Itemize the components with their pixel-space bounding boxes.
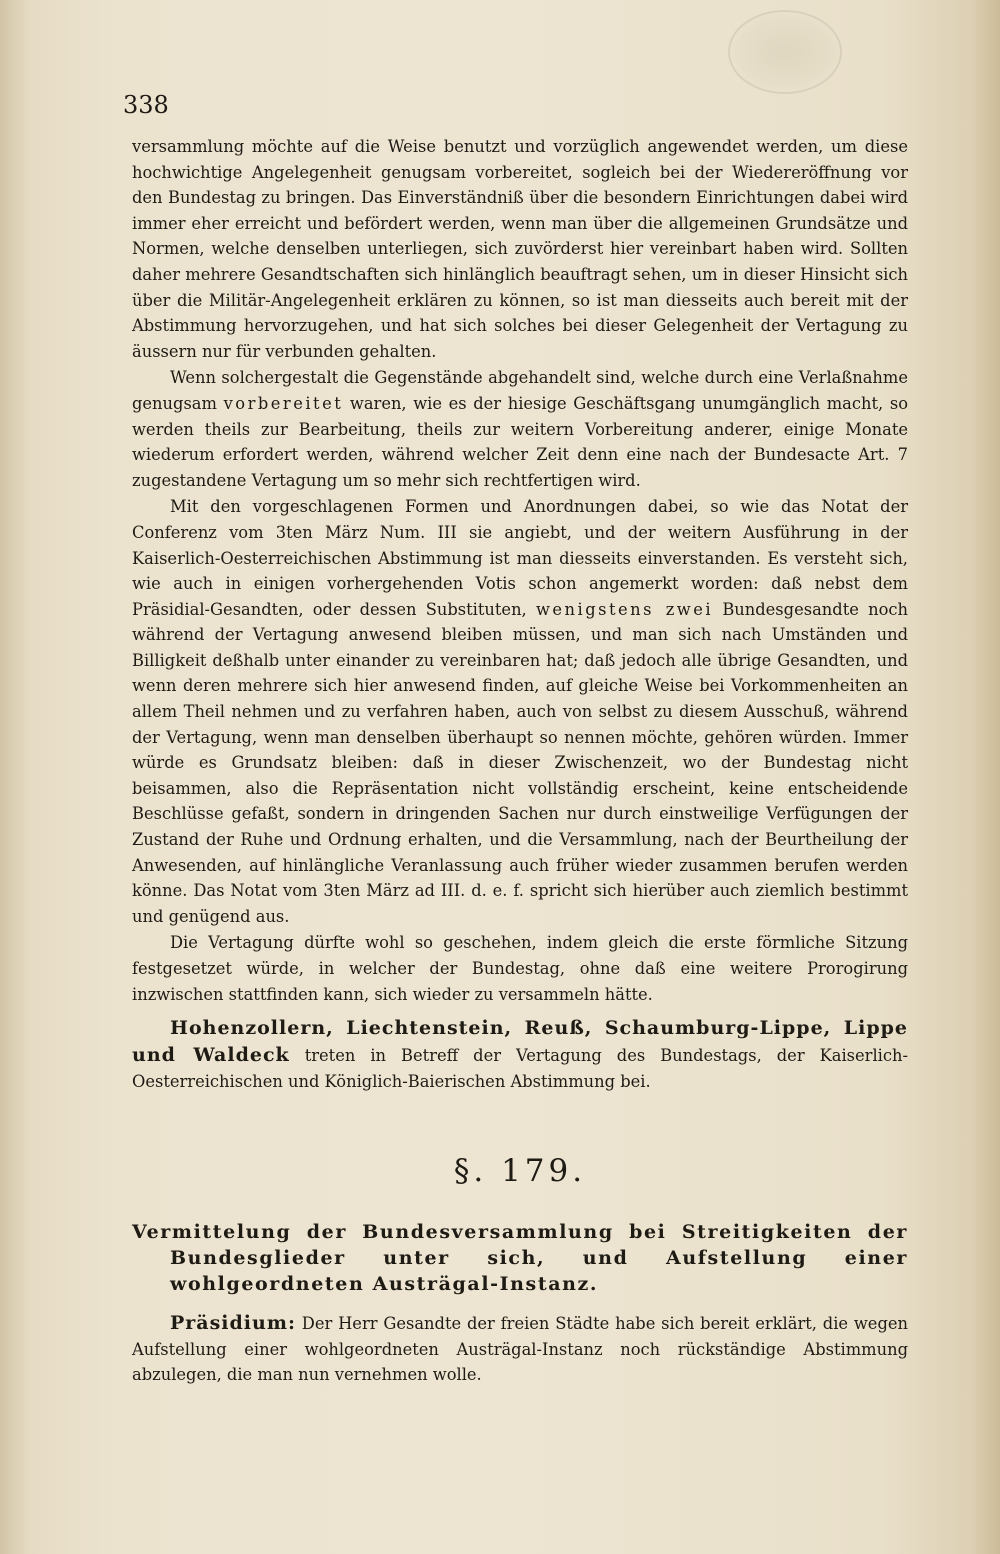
paragraph-continuation <box>132 134 908 364</box>
paragraph-text: Mit den vorgeschlagenen Formen und Anordnungen dabei, so wie das Notat der Conferenz vom 3ten März Num. III sie angiebt, und der weitern Ausführung in der Kaiserlich-Oesterreichischen Abstimmung ist man diesseits einverstanden. Es versteht sich, wie auch in einigen vorhergehenden Votis schon angemerkt worden: daß nebst dem Präsidial-Gesandten, oder dessen Substituten, <box>132 497 908 619</box>
page-number: 338 <box>123 91 169 119</box>
page-body <box>132 134 908 1389</box>
section-title: Vermittelung der Bundesversammlung bei Streitigkeiten der Bundesglieder unter sich, und Aufstellung einer wohlgeordneten Austrägal-Instanz. <box>132 1221 908 1296</box>
paragraph-vertagung-procedure <box>132 930 908 1007</box>
paragraph-forms-and-arrangements <box>132 494 908 929</box>
library-stamp <box>728 10 842 94</box>
section-number: §. 179. <box>453 1153 587 1190</box>
paragraph-text: Die Vertagung dürfte wohl so geschehen, indem gleich die erste förmliche Sitzung festgesetzet würde, in welcher der Bundestag, ohne daß eine weitere Prorogirung inzwischen stattfinden kann, sich wieder zu versammeln hätte. <box>132 933 908 1004</box>
states-list: Hohenzollern, Liechtenstein, Reuß, Schaumburg-Lippe, Lippe und Waldeck <box>132 1017 908 1067</box>
paragraph-states-agreement <box>132 1015 908 1095</box>
paragraph-text: Bundesgesandte noch während der Vertagung anwesend bleiben müssen, und man sich nach Umständen und Billigkeit deßhalb unter einander zu vereinbaren hat; daß jedoch alle übrige Gesandten, und wenn deren mehrere sich hier anwesend finden, auf gleiche Weise bei Vorkommenheiten an allem Theil nehmen und zu verfahren haben, auch von selbst zu diesem Ausschuß, während der Vertagung, wenn man denselben überhaupt so nennen möchte, gehören würden. Immer würde es Grundsatz bleiben: daß in dieser Zwischenzeit, wo der Bundestag nicht beisammen, also die Repräsentation nicht vollständig erscheint, keine entscheidende Beschlüsse gefaßt, sondern in dringenden Sachen nur durch einstweilige Verfügungen der Zustand der Ruhe und Ordnung erhalten, und die Versammlung, nach der Beurtheilung der Anwesenden, auf hinlängliche Veranlassung auch früher wieder zusammen berufen werden könne. Das Notat vom 3ten März ad III. d. e. f. spricht sich hierüber auch ziemlich bestimmt und genügend aus. <box>132 599 908 926</box>
paragraph-text: waren, wie es der hiesige Geschäftsgang unumgänglich macht, so werden theils zur Bearbeitung, theils zur weitern Vorbereitung anderer, einige Monate wiederum erfordert werden, während welcher Zeit denn eine nach der Bundesacte Art. 7 zugestandene Vertagung um so mehr sich rechtfertigen wird. <box>132 393 908 490</box>
paragraph-text: Wenn solchergestalt die Gegenstände abgehandelt sind, welche durch eine Verlaßnahme genugsam <box>132 368 908 413</box>
emphasized-phrase: wenigstens zwei <box>535 599 714 619</box>
paragraph-text: versammlung möchte auf die Weise benutzt und vorzüglich angewendet werden, um diese hochwichtige Angelegenheit genugsam vorbereitet, sogleich bei der Wiedereröffnung vor den Bundestag zu bringen. Das Einverständniß über die besondern Einrichtungen dabei wird immer eher erreicht und befördert werden, wenn man über die allgemeinen Grundsätze und Normen, welche denselben unterliegen, sich zuvörderst hier vereinbart haben wird. Sollten daher mehrere Gesandtschaften sich hinlänglich beauftragt sehen, um in dieser Hinsicht sich über die Militär-Angelegenheit erklären zu können, so ist man diesseits auch bereit mit der Abstimmung hervorzugehen, und hat sich solches bei dieser Gelegenheit der Vertagung zu äussern nur für verbunden gehalten. <box>132 137 908 361</box>
emphasized-word: vorbereitet <box>223 393 344 413</box>
paragraph-praesidium <box>132 1311 908 1388</box>
paragraph-vertagung-rationale <box>132 365 908 493</box>
speaker-label: Präsidium: <box>170 1312 296 1335</box>
paragraph-text: treten in Betreff der Vertagung des Bundestags, der Kaiserlich-Oesterreichischen und Königlich-Baierischen Abstimmung bei. <box>132 1046 908 1092</box>
paragraph-text: Der Herr Gesandte der freien Städte habe sich bereit erklärt, die wegen Aufstellung einer wohlgeordneten Austrägal-Instanz noch rückständige Abstimmung abzulegen, die man nun vernehmen wolle. <box>132 1314 908 1385</box>
